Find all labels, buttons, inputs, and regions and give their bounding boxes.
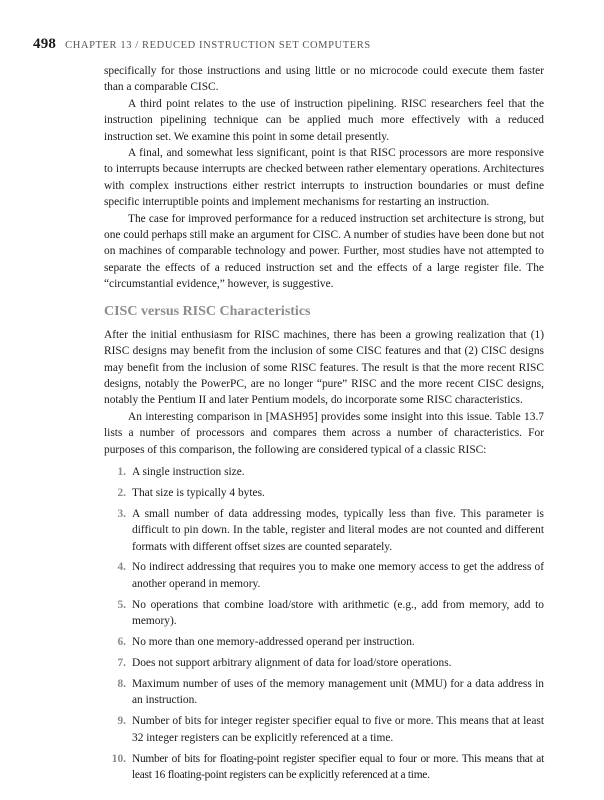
list-item xyxy=(104,676,544,709)
list-number: 2. xyxy=(117,486,126,499)
list-text: Number of bits for floating-point register specifier equal to four or more. This means that at least 16 floating-point registers can be explicitly referenced at a time. xyxy=(132,752,544,781)
list-number: 9. xyxy=(117,715,126,728)
list-item xyxy=(104,597,544,630)
list-item xyxy=(104,713,544,746)
list-item xyxy=(104,559,544,592)
list-number: 5. xyxy=(117,598,126,611)
paragraph: A third point relates to the use of instruction pipelining. RISC researchers feel that the instruction pipelining technique can be applied much more effectively with a reduced instruction set. We examine this point in some detail presently. xyxy=(104,97,544,143)
paragraph: specifically for those instructions and using little or no microcode could execute them faster than a comparable CISC. xyxy=(104,65,544,94)
numbered-list xyxy=(104,464,544,783)
list-text: Number of bits for integer register specifier equal to five or more. This means that at least 32 integer registers can be explicitly referenced at a time. xyxy=(132,715,544,744)
page-header xyxy=(33,36,573,56)
page-number: 498 xyxy=(33,36,57,52)
list-number: 1. xyxy=(117,465,126,478)
list-text: No operations that combine load/store with arithmetic (e.g., add from memory, add to memory). xyxy=(132,598,544,628)
list-item xyxy=(104,634,544,650)
running-head: CHAPTER 13 / REDUCED INSTRUCTION SET COMPUTERS xyxy=(65,40,371,51)
list-text: That size is typically 4 bytes. xyxy=(132,486,265,499)
list-text: A single instruction size. xyxy=(132,465,245,478)
list-number: 3. xyxy=(117,507,126,520)
list-text: A small number of data addressing modes, typically less than five. This parameter is difficult to pin down. In the table, register and literal modes are not counted and different formats with different offset sizes are counted separately. xyxy=(132,507,544,553)
list-item xyxy=(104,464,544,480)
paragraph: An interesting comparison in [MASH95] provides some insight into this issue. Table 13.7 lists a number of processors and compares them across a number of characteristics. For purposes of this comparison, the following are considered typical of a classic RISC: xyxy=(104,410,544,456)
list-text: Maximum number of uses of the memory management unit (MMU) for a data address in an instruction. xyxy=(132,677,544,707)
list-number: 7. xyxy=(117,657,126,669)
list-text: No indirect addressing that requires you to make one memory access to get the address of another operand in memory. xyxy=(132,561,544,590)
paragraph: After the initial enthusiasm for RISC machines, there has been a growing realization that (1) RISC designs may benefit from the inclusion of some CISC features and that (2) CISC designs may benefit from the inclusion of some RISC features. The result is that the more recent RISC designs, notably the PowerPC, are no longer “pure” RISC and the more recent CISC designs, notably the Pentium II and later Pentium models, do incorporate some RISC characteristics. xyxy=(104,328,544,407)
list-item xyxy=(104,506,544,555)
list-item xyxy=(104,485,544,501)
paragraph: A final, and somewhat less significant, point is that RISC processors are more responsive to interrupts because interrupts are checked between rather elementary operations. Architectures with complex instructions either restrict interrupts to instruction boundaries or must define specific interruptible points and implement mechanisms for restarting an instruction. xyxy=(104,147,544,209)
list-text: Does not support arbitrary alignment of data for load/store operations. xyxy=(132,657,452,669)
list-text: No more than one memory-addressed operand per instruction. xyxy=(132,636,415,649)
list-item xyxy=(104,751,544,784)
paragraph: The case for improved performance for a reduced instruction set architecture is strong, but one could perhaps still make an argument for CISC. A number of studies have been done but not on machines of comparable technology and power. Further, most studies have not attempted to separate the effects of a reduced instruction set and the effects of a large register file. The “circumstantial evidence,” however, is suggestive. xyxy=(104,212,544,291)
list-number: 6. xyxy=(117,636,126,649)
list-number: 4. xyxy=(117,561,126,574)
list-item xyxy=(104,655,544,671)
list-number: 10. xyxy=(111,752,126,765)
page-body xyxy=(104,63,544,788)
section-heading: CISC versus RISC Characteristics xyxy=(104,303,311,319)
list-number: 8. xyxy=(117,677,126,690)
